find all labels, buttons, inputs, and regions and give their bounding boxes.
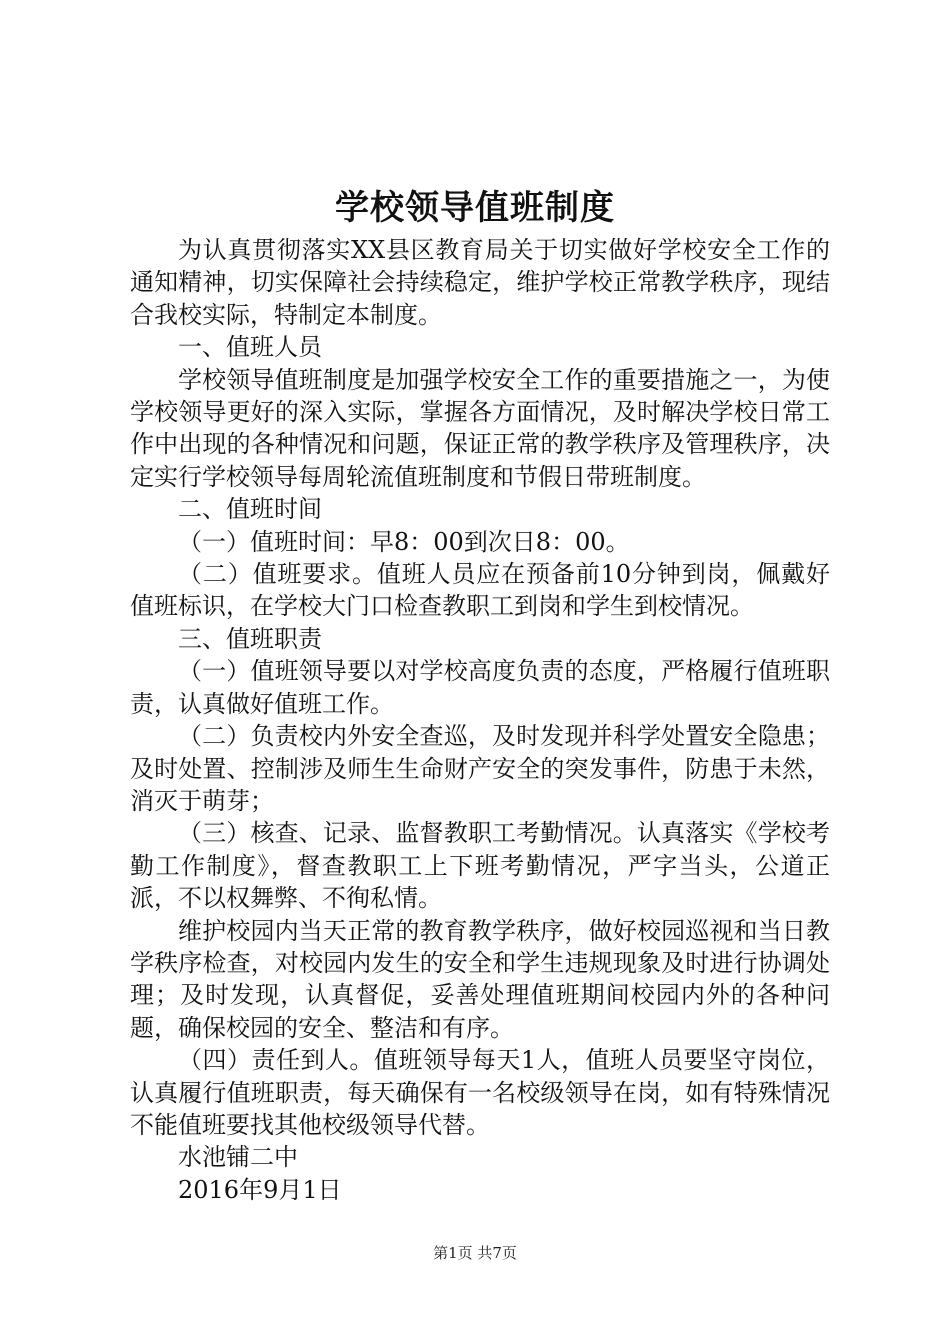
page-footer: 第1页 共7页 (433, 1244, 517, 1262)
document-body (130, 234, 830, 1206)
paragraph-time-hours: （一）值班时间：早8：00到次日8：00。 (178, 527, 630, 556)
paragraph-duty-2: （二）负责校内外安全查巡，及时发现并科学处置安全隐患；及时处置、控制涉及师生生命财产安全的突发事件，防患于未然，消灭于萌芽； (130, 722, 830, 815)
paragraph-duty-order: 维护校园内当天正常的教育教学秩序，做好校园巡视和当日教学秩序检查，对校园内发生的安全和学生违规现象及时进行协调处理；及时发现，认真督促，妥善处理值班期间校园内外的各种问题，确保校园的安全、整洁和有序。 (130, 916, 830, 1042)
document-title: 学校领导值班制度 (335, 188, 615, 228)
section-heading-duties: 三、值班职责 (178, 624, 322, 653)
paragraph-duty-4: （四）责任到人。值班领导每天1人，值班人员要坚守岗位，认真履行值班职责，每天确保有一名校级领导在岗，如有特殊情况不能值班要找其他校级领导代替。 (130, 1046, 830, 1139)
paragraph-personnel: 学校领导值班制度是加强学校安全工作的重要措施之一，为使学校领导更好的深入实际，掌握各方面情况，及时解决学校日常工作中出现的各种情况和问题，保证正常的教学秩序及管理秩序，决定实行学校领导每周轮流值班制度和节假日带班制度。 (130, 365, 830, 491)
paragraph-duty-3: （三）核查、记录、监督教职工考勤情况。认真落实《学校考勤工作制度》，督查教职工上下班考勤情况，严字当头，公道正派，不以权舞弊、不徇私情。 (130, 819, 830, 913)
signature-school: 水池铺二中 (178, 1143, 298, 1172)
section-heading-personnel: 一、值班人员 (178, 333, 322, 362)
paragraph-intro: 为认真贯彻落实XX县区教育局关于切实做好学校安全工作的通知精神，切实保障社会持续稳定，维护学校正常教学秩序，现结合我校实际，特制定本制度。 (130, 236, 830, 329)
signature-date: 2016年9月1日 (178, 1175, 342, 1204)
paragraph-time-requirements: （二）值班要求。值班人员应在预备前10分钟到岗，佩戴好值班标识，在学校大门口检查教职工到岗和学生到校情况。 (130, 560, 830, 621)
section-heading-time: 二、值班时间 (178, 495, 322, 524)
paragraph-duty-1: （一）值班领导要以对学校高度负责的态度，严格履行值班职责，认真做好值班工作。 (130, 657, 830, 718)
